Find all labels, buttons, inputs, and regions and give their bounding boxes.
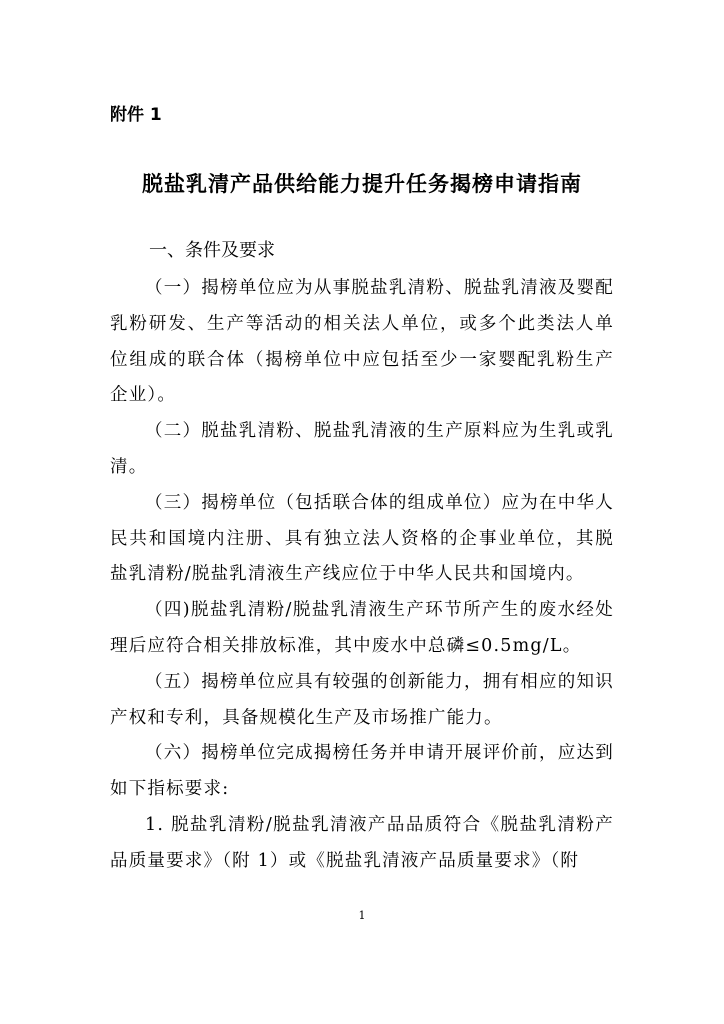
- document-title: 脱盐乳清产品供给能力提升任务揭榜申请指南: [142, 171, 582, 196]
- paragraph-requirement-1: （一）揭榜单位应为从事脱盐乳清粉、脱盐乳清液及婴配乳粉研发、生产等活动的相关法人单位，或多个此类法人单位组成的联合体（揭榜单位中应包括至少一家婴配乳粉生产企业）。: [110, 278, 614, 406]
- paragraph-requirement-3: （三）揭榜单位（包括联合体的组成单位）应为在中华人民共和国境内注册、具有独立法人资格的企事业单位，其脱盐乳清粉/脱盐乳清液生产线应位于中华人民共和国境内。: [110, 492, 614, 585]
- paragraph-requirement-5: （五）揭榜单位应具有较强的创新能力，拥有相应的知识产权和专利，具备规模化生产及市场推广能力。: [110, 671, 614, 728]
- paragraph-indicator-1: 1. 脱盐乳清粉/脱盐乳清液产品品质符合《脱盐乳清粉产品质量要求》（附 1）或《脱盐乳清液产品质量要求》（附: [110, 814, 614, 871]
- paragraph-requirement-2: （二）脱盐乳清粉、脱盐乳清液的生产原料应为生乳或乳清。: [110, 421, 614, 477]
- paragraph-requirement-6: （六）揭榜单位完成揭榜任务并申请开展评价前，应达到如下指标要求:: [110, 743, 614, 800]
- paragraph-requirement-4: （四)脱盐乳清粉/脱盐乳清液生产环节所产生的废水经处理后应符合相关排放标准，其中废水中总磷≤0.5mg/L。: [110, 600, 614, 656]
- page-number: 1: [358, 909, 366, 922]
- attachment-label: 附件 1: [110, 105, 162, 125]
- document-body: [110, 271, 614, 880]
- section-heading: 一、条件及要求: [149, 240, 275, 261]
